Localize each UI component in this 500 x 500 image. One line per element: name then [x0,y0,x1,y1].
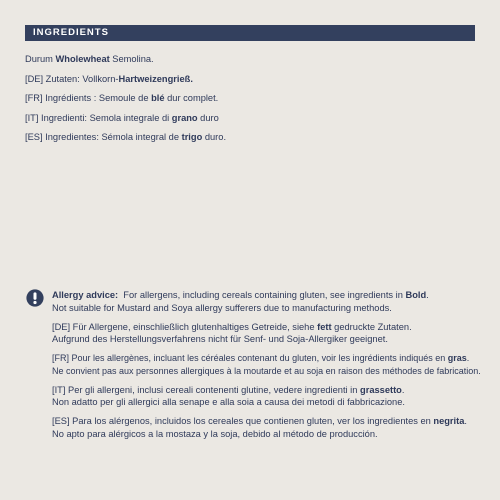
ingredient-line-de: [DE] Zutaten: Vollkorn-Hartweizengrieß. [25,73,193,84]
ingredients-list [25,53,475,151]
ingredient-line-en: Durum Wholewheat Semolina. [25,54,154,64]
allergy-advice-label: Allergy advice: [52,290,119,300]
allergy-paragraph-en: Allergy advice: For allergens, including cereals containing gluten, see ingredients in Bold. Not suitable for Mustard and Soya allergy sufferers due to manufacturing methods. [52,290,429,313]
ingredients-header-bar [25,25,475,41]
allergy-paragraph-it: [IT] Per gli allergeni, inclusi cereali contenenti glutine, vedere ingredienti in grassetto. Non adatto per gli allergici alla senape e alla soia a causa dei metodi di fabbricazione. [52,384,405,407]
allergy-paragraph-fr: [FR] Pour les allergènes, incluant les céréales contenant du gluten, voir les ingrédients indiqués en gras. Ne convient pas aux personnes allergiques à la moutarde et au soja en raison des méthodes de fabrication. [52,353,481,376]
ingredient-line-it: [IT] Ingredienti: Semola integrale di grano duro [25,112,219,123]
ingredients-heading: INGREDIENTS [33,27,109,38]
ingredient-line-fr: [FR] Ingrédients : Semoule de blé dur complet. [25,93,219,103]
allergy-paragraph-es: [ES] Para los alérgenos, incluidos los cereales que contienen gluten, ver los ingredientes en negrita. No apto para alérgicos a la mostaza y la soja, debido al método de producción. [52,416,467,439]
ingredient-line-es: [ES] Ingredientes: Sémola integral de trigo duro. [25,132,227,142]
allergy-paragraph-de: [DE] Für Allergene, einschließlich glutenhaltiges Getreide, siehe fett gedruckte Zutaten. Aufgrund des Herstellungsverfahrens nicht für Senf- und Soja-Allergiker geeignet. [52,321,412,344]
allergy-advice-text [52,289,482,447]
exclamation-circle-icon [26,289,44,307]
